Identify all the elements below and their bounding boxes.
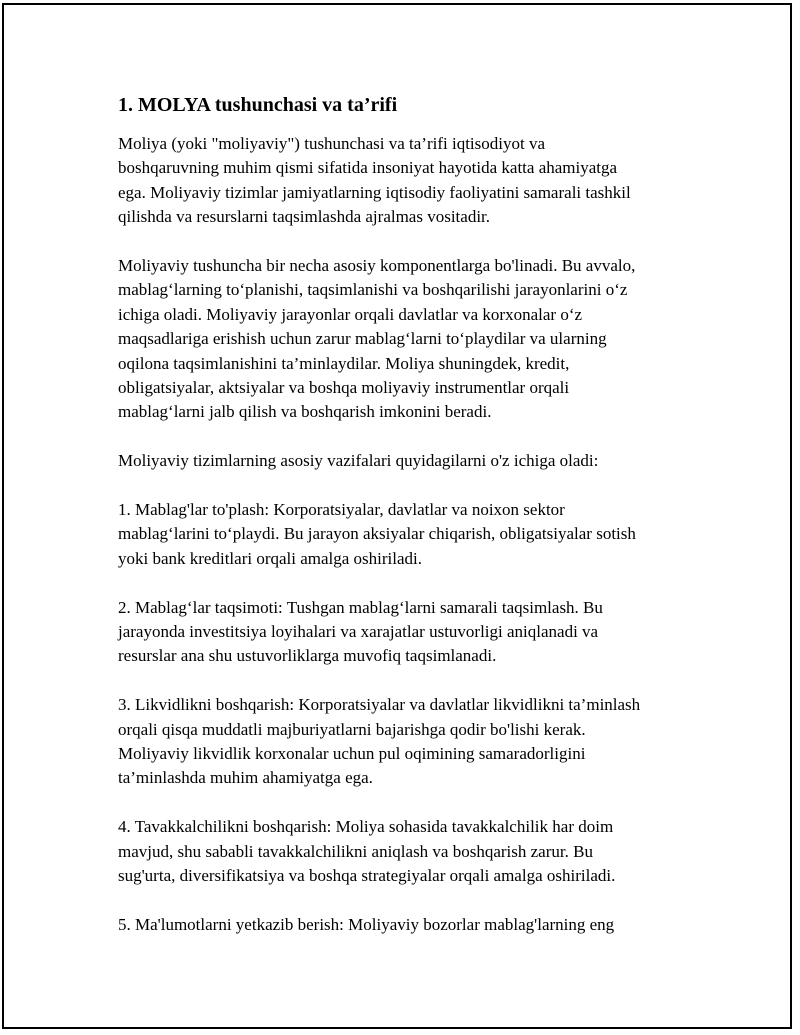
text-line: jarayonda investitsiya loyihalari va xarajatlar ustuvorligi aniqlanadi va (118, 622, 599, 642)
list-item-1 (118, 498, 708, 571)
list-item-2 (118, 596, 708, 669)
text-line: mablag‘larning to‘planishi, taqsimlanishi va boshqarilishi jarayonlarini o‘z (118, 280, 628, 300)
text-line: ega. Moliyaviy tizimlar jamiyatlarning iqtisodiy faoliyatini samarali tashkil (118, 182, 631, 202)
paragraph-intro (118, 132, 708, 230)
text-line: sug'urta, diversifikatsiya va boshqa strategiyalar orqali amalga oshiriladi. (118, 866, 616, 886)
text-line: orqali qisqa muddatli majburiyatlarni bajarishga qodir bo'lishi kerak. (118, 719, 586, 739)
text-line: mavjud, shu sababli tavakkalchilikni aniqlash va boshqarish zarur. Bu (118, 841, 593, 861)
text-line: ta’minlashda muhim ahamiyatga ega. (118, 768, 373, 788)
document-content (118, 92, 708, 962)
text-line: obligatsiyalar, aktsiyalar va boshqa moliyaviy instrumentlar orqali (118, 378, 570, 398)
text-line: 1. Mablag'lar to'plash: Korporatsiyalar, davlatlar va noixon sektor (118, 500, 565, 520)
text-line: boshqaruvning muhim qismi sifatida insoniyat hayotida katta ahamiyatga (118, 158, 618, 178)
text-line: Moliyaviy tizimlarning asosiy vazifalari quyidagilarni o'z ichiga oladi: (118, 451, 599, 471)
text-line: 2. Mablag‘lar taqsimoti: Tushgan mablag‘larni samarali taqsimlash. Bu (118, 597, 603, 617)
text-line: yoki bank kreditlari orqali amalga oshiriladi. (118, 548, 423, 568)
text-line: oqilona taqsimlanishini ta’minlaydilar. Moliya shuningdek, kredit, (118, 353, 570, 373)
text-line: 5. Ma'lumotlarni yetkazib berish: Moliyaviy bozorlar mablag'larning eng (118, 914, 615, 934)
text-line: Moliya (yoki "moliyaviy") tushunchasi va ta’rifi iqtisodiyot va (118, 134, 546, 153)
document-title: 1. MOLYA tushunchasi va ta’rifi (118, 94, 398, 116)
text-line: qilishda va resurslarni taqsimlashda ajralmas vositadir. (118, 207, 491, 227)
list-item-4 (118, 815, 708, 888)
list-item-3 (118, 693, 708, 791)
text-line: Moliyaviy likvidlik korxonalar uchun pul oqimining samaradorligini (118, 744, 586, 764)
text-line: resurslar ana shu ustuvorliklarga muvofiq taqsimlanadi. (118, 646, 497, 666)
text-line: Moliyaviy tushuncha bir necha asosiy komponentlarga bo'linadi. Bu avvalo, (118, 256, 636, 276)
text-line: 4. Tavakkalchilikni boshqarish: Moliya sohasida tavakkalchilik har doim (118, 817, 614, 837)
text-line: mablag‘larni jalb qilish va boshqarish imkonini beradi. (118, 402, 492, 422)
text-line: ichiga oladi. Moliyaviy jarayonlar orqali davlatlar va korxonalar o‘z (118, 304, 583, 324)
text-line: maqsadlariga erishish uchun zarur mablag‘larni to‘playdilar va ularning (118, 329, 607, 349)
text-line: 3. Likvidlikni boshqarish: Korporatsiyalar va davlatlar likvidlikni ta’minlash (118, 695, 641, 715)
paragraph-functions-intro (118, 449, 708, 473)
paragraph-components (118, 254, 708, 425)
list-item-5 (118, 913, 708, 937)
text-line: mablag‘larini to‘playdi. Bu jarayon aksiyalar chiqarish, obligatsiyalar sotish (118, 524, 636, 544)
